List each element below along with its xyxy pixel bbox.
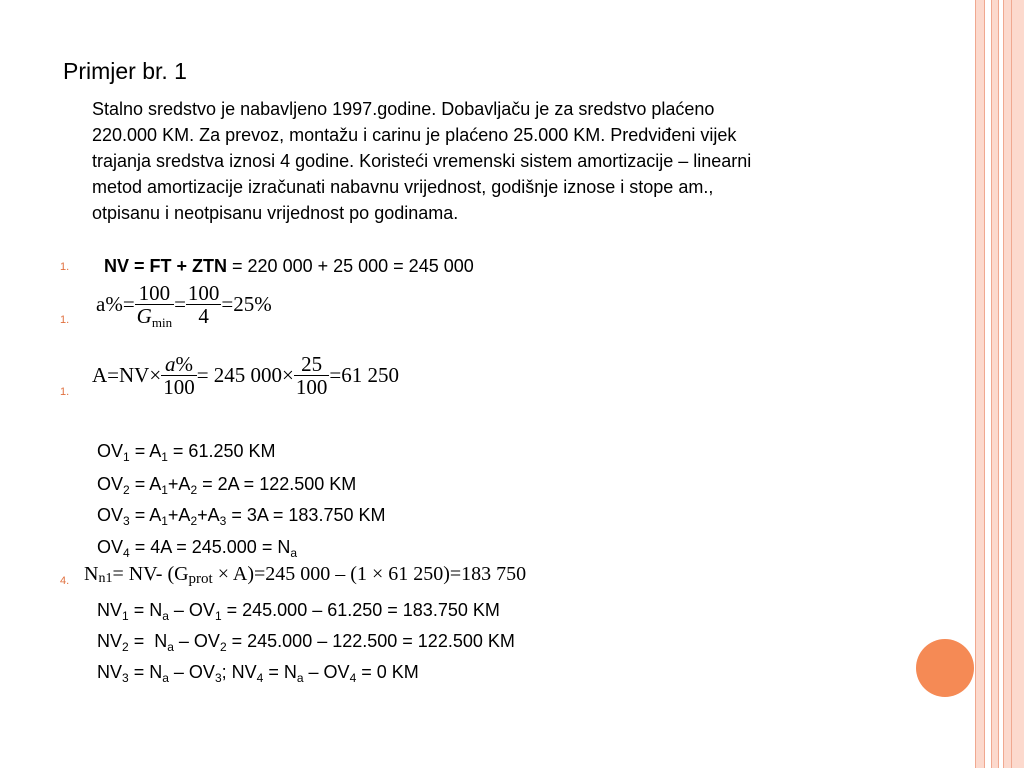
list-bullet: 1. [60,386,70,398]
amortization-formula [92,353,399,398]
rate-result: =25% [221,292,272,316]
amort-frac2-den: 100 [295,375,328,399]
deco-bar-right [1004,0,1024,768]
rate-eq: = [174,292,186,316]
amort-frac1-num [161,353,197,376]
deco-bar-left [976,0,984,768]
list-bullet: 1. [60,314,70,326]
ov-line: $OV_2 = A_1+A_2 = 2A = 122.500$ KM [97,474,357,497]
amort-frac1-num-rest: % [175,352,193,376]
rate-fraction-1 [135,281,174,330]
nn-rest: × A)=245 000 – (1 × 61 250)=183 750 [212,563,527,585]
deco-line-5 [1003,0,1004,768]
rate-frac1-num: 100 [135,282,174,305]
nv-line: $NV_3 = N_a - OV_3$; $NV_4 = N_a - OV_4 = 0$ KM [97,662,419,685]
list-bullet: 1. [60,261,70,273]
amort-mid: = 245 000× [196,363,294,387]
amort-frac2-num: 25 [294,353,330,376]
nn-lead-sub: n1 [98,571,113,586]
paragraph-line: metod amortizacije izračunati nabavnu vrijednost, godišnje iznose i stope am., [92,177,714,197]
deco-line-6 [1011,0,1012,768]
amort-prefix: A=NV× [92,363,162,387]
slide-title: Primjer br. 1 [63,58,187,84]
nv-formula-rest: = 220 000 + 25 000 = 245 000 [227,256,474,276]
nn-mid: = NV- (G [112,563,189,585]
ov-line: $OV_3 = A_1+A_2+A_3 = 3A = 183.750$ KM [97,505,386,528]
nv-line: $NV_1 = N_a - OV_1 = 245.000 - 61.250 = 183.750$ KM [97,600,500,623]
rate-frac1-den [135,304,174,330]
rate-frac1-den-sub: min [151,315,173,330]
deco-line-1 [975,0,976,768]
amort-result: =61 250 [329,363,399,387]
rate-prefix: a%= [96,292,135,316]
nv-formula [104,256,474,277]
paragraph-line: 220.000 KM. Za prevoz, montažu i carinu je plaćeno 25.000 KM. Predviđeni vijek [92,125,737,145]
amort-frac1-num-var: a [164,352,176,376]
paragraph-line: Stalno sredstvo je nabavljeno 1997.godine. Dobavljaču je za sredstvo plaćeno [92,99,715,119]
nn-lead: N [84,563,99,585]
nv-line: $NV_2 = N_a - OV_2 = 245.000 - 122.500 = 122.500$ KM [97,631,515,654]
nn-formula [84,563,526,586]
amort-fraction-2 [294,353,330,398]
decorative-orb [916,639,974,697]
paragraph-line: trajanja sredstva iznosi 4 godine. Koristeći vremenski sistem amortizacije – linearni [92,151,752,171]
list-bullet: 4. [60,575,70,587]
rate-formula [96,281,272,330]
amort-frac1-den: 100 [163,375,195,399]
paragraph-line: otpisanu i neotpisanu vrijednost po godinama. [92,203,459,223]
nv-formula-bold: NV = FT + ZTN [104,256,228,276]
problem-paragraph [92,96,892,226]
ov-line: $OV_1 = A_1 = 61.250$ KM [97,441,276,464]
rate-frac2-num: 100 [187,281,220,305]
rate-frac2-den: 4 [198,304,209,328]
amort-fraction-1 [161,353,197,398]
rate-frac1-den-var: G [136,304,152,328]
ov-line: $OV_4 = 4A = 245.000 = N_a$ [97,537,298,560]
deco-line-3 [991,0,992,768]
rate-fraction-2 [186,282,222,327]
nn-mid-sub: prot [188,571,213,587]
deco-line-4 [998,0,999,768]
deco-line-2 [984,0,985,768]
